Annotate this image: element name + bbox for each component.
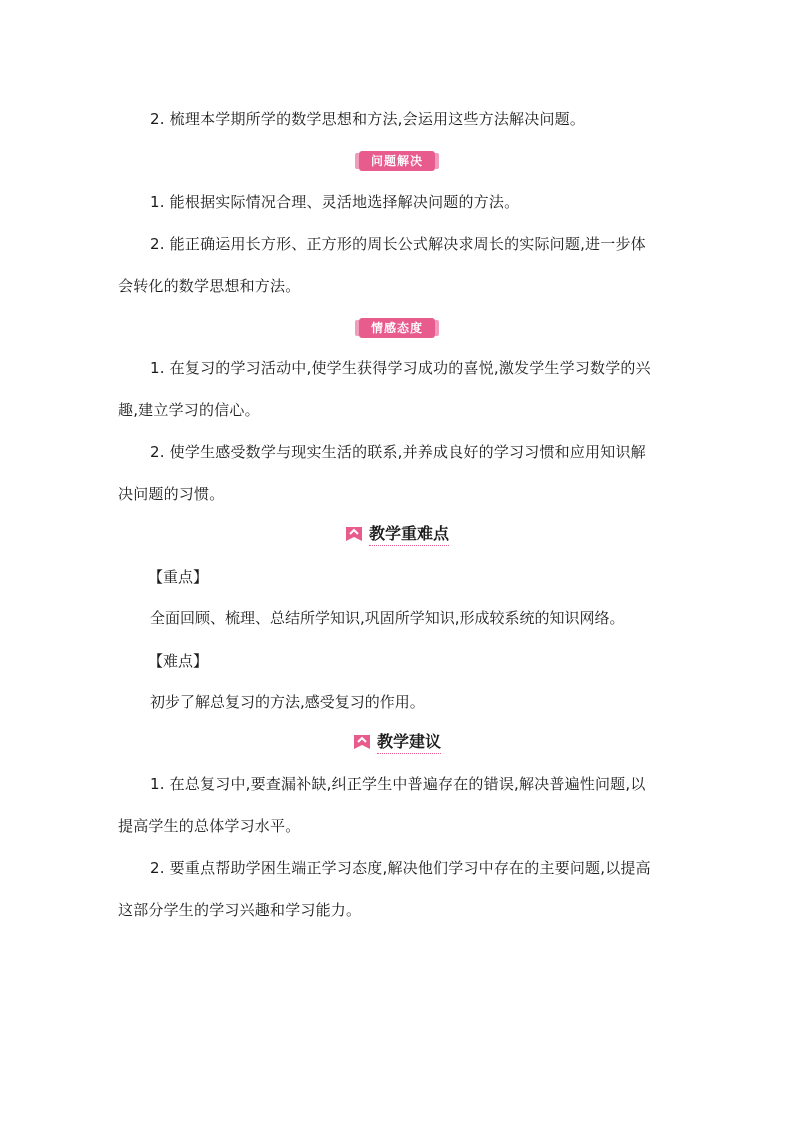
problem-solving-item-2: 2. 能正确运用长方形、正方形的周长公式解决求周长的实际问题,进一步体 会转化的数学思想和方法。 (118, 235, 646, 295)
bookmark-arrow-icon (345, 525, 363, 543)
key-points-title: 教学重难点 (369, 521, 449, 546)
suggestions-title: 教学建议 (377, 729, 441, 754)
problem-solving-pill: 问题解决 (359, 151, 435, 171)
bookmark-arrow-icon (353, 733, 371, 751)
suggestions-heading (0, 729, 794, 755)
attitude-item-2: 2. 使学生感受数学与现实生活的联系,并养成良好的学习习惯和应用知识解 决问题的习惯。 (118, 443, 646, 503)
thinking-item-2: 2. 梳理本学期所学的数学思想和方法,会运用这些方法解决问题。 (150, 110, 586, 128)
attitude-pill: 情感态度 (359, 318, 435, 338)
attitude-section-label (0, 317, 794, 338)
attitude-item-1: 1. 在复习的学习活动中,使学生获得学习成功的喜悦,激发学生学习数学的兴 趣,建立学习的信心。 (118, 359, 651, 419)
suggestion-item-2: 2. 要重点帮助学困生端正学习态度,解决他们学习中存在的主要问题,以提高 这部分学生的学习兴趣和学习能力。 (118, 859, 651, 919)
problem-solving-section-label (0, 150, 794, 171)
problem-solving-item-1: 1. 能根据实际情况合理、灵活地选择解决问题的方法。 (150, 193, 520, 211)
suggestion-item-1: 1. 在总复习中,要查漏补缺,纠正学生中普遍存在的错误,解决普遍性问题,以 提高学生的总体学习水平。 (118, 775, 646, 835)
focus-label: 【重点】 (148, 568, 209, 586)
focus-text: 全面回顾、梳理、总结所学知识,巩固所学知识,形成较系统的知识网络。 (150, 609, 625, 627)
difficulty-label: 【难点】 (148, 652, 209, 670)
difficulty-text: 初步了解总复习的方法,感受复习的作用。 (150, 693, 425, 711)
key-points-heading (0, 521, 794, 547)
